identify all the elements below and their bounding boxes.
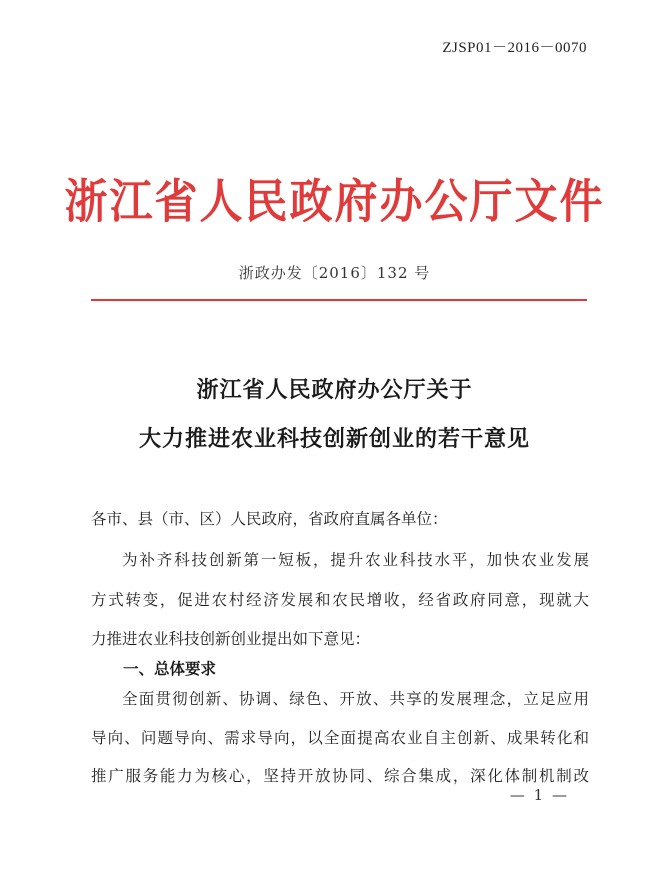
title-line-1: 浙江省人民政府办公厅关于 (196, 377, 473, 403)
document-header: 浙江省人民政府办公厅文件 (64, 175, 605, 230)
title-line-2: 大力推进农业科技创新创业的若干意见 (138, 426, 530, 452)
document-code: ZJSP01－2016－0070 (442, 40, 587, 56)
document-number: 浙政办发〔2016〕132 号 (238, 264, 431, 282)
para1-line3: 力推进农业科技创新创业提出如下意见： (91, 630, 371, 648)
para1-line1: 为补齐科技创新第一短板，提升农业科技水平，加快农业发展 (122, 551, 589, 569)
document-body-cont (91, 0, 589, 890)
salutation: 各市、县（市、区）人民政府，省政府直属各单位： (91, 510, 448, 528)
para2-line3: 推广服务能力为核心，坚持开放协同、综合集成，深化体制机制改 (91, 767, 589, 785)
page-number: — 1 — (509, 786, 569, 804)
para1-line2: 方式转变，促进农村经济发展和农民增收，经省政府同意，现就大 (91, 591, 589, 609)
para2-line2: 导向、问题导向、需求导向，以全面提高农业自主创新、成果转化和 (91, 729, 589, 747)
para2-line1: 全面贯彻创新、协调、绿色、开放、共享的发展理念，立足应用 (122, 690, 589, 708)
section-heading-1: 一、总体要求 (123, 660, 217, 678)
